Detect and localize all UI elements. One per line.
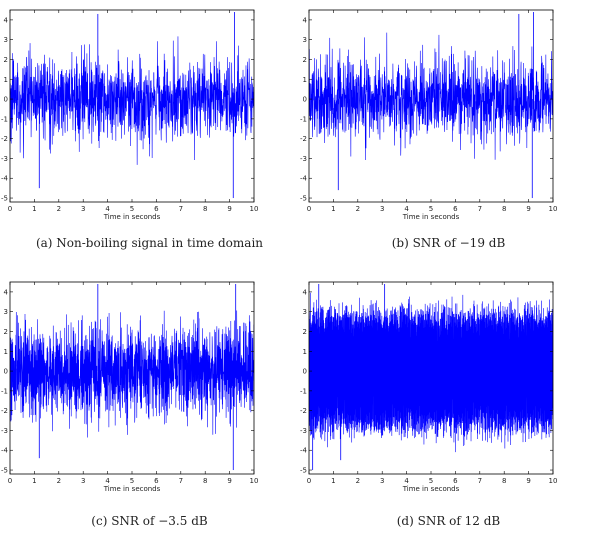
x-tick-label: 0	[306, 205, 312, 213]
x-tick-label: 7	[178, 477, 184, 485]
x-tick-label: 10	[548, 205, 558, 213]
x-tick-label: 4	[105, 477, 110, 485]
y-tick-label: -4	[1, 446, 8, 455]
x-tick-label: 7	[178, 205, 184, 213]
x-tick-label: 0	[7, 477, 13, 485]
y-tick-label: 3	[3, 36, 8, 45]
x-tick-label: 4	[404, 205, 409, 213]
x-tick-label: 4	[105, 205, 110, 213]
caption-b: (b) SNR of −19 dB	[391, 236, 506, 250]
y-tick-label: 2	[3, 327, 8, 336]
panel-a	[0, 0, 299, 272]
y-tick-label: -3	[1, 426, 8, 435]
x-tick-label: 4	[404, 477, 409, 485]
y-tick-label: -3	[1, 154, 8, 163]
chart-c	[0, 272, 299, 502]
x-tick-label: 5	[428, 205, 434, 213]
x-tick-label: 6	[453, 477, 458, 485]
x-tick-label: 1	[331, 477, 336, 485]
y-tick-label: 1	[3, 75, 8, 84]
x-tick-label: 8	[501, 477, 507, 485]
x-tick-label: 8	[202, 477, 208, 485]
y-tick-label: 2	[302, 55, 307, 64]
y-tick-label: -5	[1, 466, 8, 475]
y-tick-label: -2	[1, 135, 8, 144]
y-tick-label: -1	[300, 387, 307, 396]
x-tick-label: 6	[154, 477, 159, 485]
x-tick-label: 2	[355, 477, 361, 485]
y-tick-label: 0	[3, 95, 8, 104]
caption-c: (c) SNR of −3.5 dB	[91, 514, 208, 528]
x-tick-label: 1	[331, 205, 336, 213]
y-tick-label: 3	[302, 36, 307, 45]
y-tick-label: -3	[300, 426, 307, 435]
x-tick-label: 2	[56, 477, 62, 485]
y-tick-label: 3	[302, 308, 307, 317]
chart-a	[0, 0, 299, 230]
y-tick-label: -4	[300, 174, 307, 183]
y-tick-label: 4	[3, 16, 8, 25]
x-tick-label: 5	[129, 477, 135, 485]
x-tick-label: 5	[428, 477, 434, 485]
y-tick-label: 2	[302, 327, 307, 336]
x-tick-label: 0	[306, 477, 312, 485]
caption-d: (d) SNR of 12 dB	[396, 514, 501, 528]
x-tick-label: 3	[379, 205, 385, 213]
y-tick-label: 3	[3, 308, 8, 317]
y-tick-label: 1	[302, 75, 307, 84]
caption-a: (a) Non-boiling signal in time domain	[35, 236, 264, 250]
x-axis-label: Time in seconds	[402, 213, 460, 221]
y-tick-label: 1	[3, 347, 8, 356]
x-tick-label: 0	[7, 205, 13, 213]
y-tick-label: -3	[300, 154, 307, 163]
y-tick-label: 4	[3, 288, 8, 297]
x-tick-label: 10	[249, 205, 259, 213]
y-tick-label: -1	[300, 115, 307, 124]
y-tick-label: -4	[300, 446, 307, 455]
y-tick-label: -1	[1, 115, 8, 124]
x-tick-label: 9	[526, 477, 531, 485]
x-axis-label: Time in seconds	[103, 213, 161, 221]
x-tick-label: 1	[32, 205, 37, 213]
y-tick-label: -5	[300, 466, 307, 475]
y-tick-label: 4	[302, 16, 307, 25]
x-tick-label: 8	[202, 205, 208, 213]
chart-b	[299, 0, 598, 230]
x-tick-label: 2	[56, 205, 62, 213]
x-tick-label: 2	[355, 205, 361, 213]
x-tick-label: 5	[129, 205, 135, 213]
panel-b	[299, 0, 598, 272]
y-tick-label: -5	[1, 194, 8, 203]
x-tick-label: 1	[32, 477, 37, 485]
y-tick-label: 0	[302, 95, 307, 104]
x-tick-label: 10	[548, 477, 558, 485]
y-tick-label: 2	[3, 55, 8, 64]
x-tick-label: 3	[80, 205, 86, 213]
y-tick-label: -2	[300, 407, 307, 416]
panel-d	[299, 272, 598, 544]
x-axis-label: Time in seconds	[103, 485, 161, 493]
x-tick-label: 3	[379, 477, 385, 485]
y-tick-label: 4	[302, 288, 307, 297]
x-tick-label: 8	[501, 205, 507, 213]
x-tick-label: 3	[80, 477, 86, 485]
x-tick-label: 9	[227, 477, 232, 485]
x-tick-label: 9	[227, 205, 232, 213]
y-tick-label: -5	[300, 194, 307, 203]
x-tick-label: 7	[477, 205, 483, 213]
y-tick-label: -2	[300, 135, 307, 144]
y-tick-label: -4	[1, 174, 8, 183]
x-axis-label: Time in seconds	[402, 485, 460, 493]
x-tick-label: 10	[249, 477, 259, 485]
y-tick-label: -2	[1, 407, 8, 416]
x-tick-label: 9	[526, 205, 531, 213]
y-tick-label: 1	[302, 347, 307, 356]
chart-d	[299, 272, 598, 502]
panel-c	[0, 272, 299, 544]
x-tick-label: 6	[154, 205, 159, 213]
x-tick-label: 6	[453, 205, 458, 213]
y-tick-label: 0	[3, 367, 8, 376]
x-tick-label: 7	[477, 477, 483, 485]
y-tick-label: -1	[1, 387, 8, 396]
y-tick-label: 0	[302, 367, 307, 376]
